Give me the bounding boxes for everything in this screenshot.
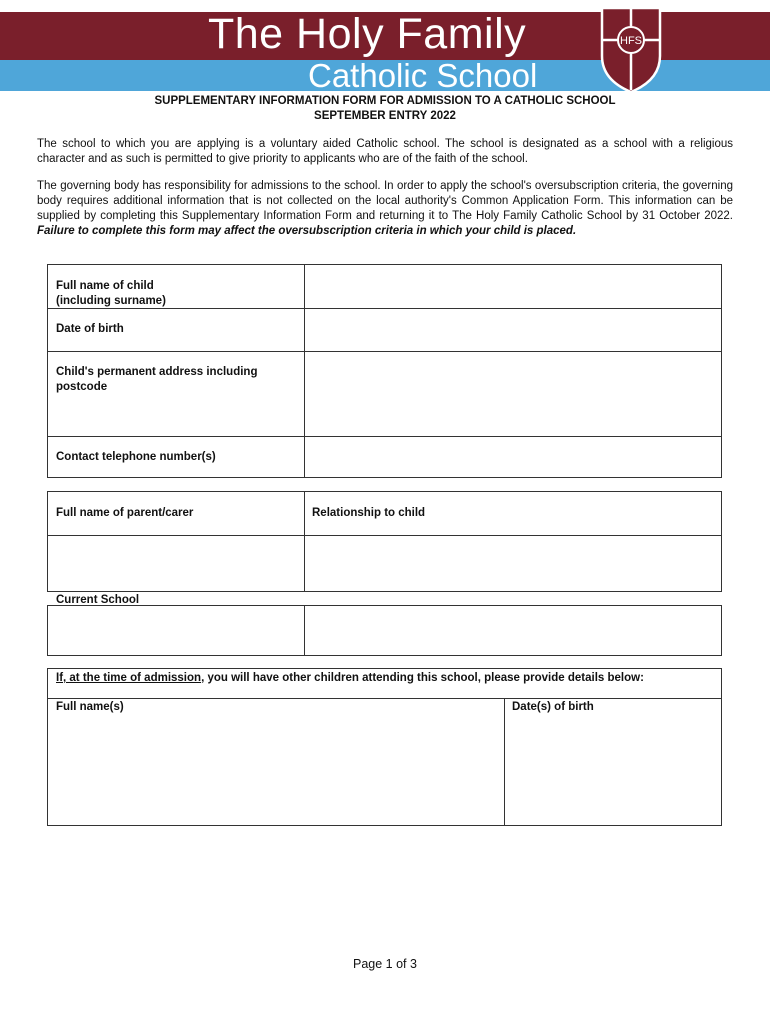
sibling-dobs-label: Date(s) of birth bbox=[512, 701, 594, 713]
school-banner bbox=[0, 0, 770, 95]
child-address-label: Child's permanent address including postcode bbox=[56, 366, 258, 393]
child-name-label: Full name of child (including surname) bbox=[56, 280, 166, 307]
current-school-field[interactable] bbox=[305, 606, 721, 655]
parent-details-table bbox=[47, 491, 722, 592]
sibling-names-field[interactable] bbox=[48, 717, 504, 825]
page-number: Page 1 of 3 bbox=[353, 957, 417, 971]
form-subtitle: SEPTEMBER ENTRY 2022 bbox=[314, 110, 456, 122]
contact-phone-field[interactable] bbox=[305, 437, 721, 477]
parent-name-field[interactable] bbox=[48, 536, 304, 591]
siblings-instructions-underlined: If, at the time of admission bbox=[56, 672, 202, 684]
form-title: SUPPLEMENTARY INFORMATION FORM FOR ADMISSION TO A CATHOLIC SCHOOL bbox=[154, 95, 616, 107]
siblings-table bbox=[47, 668, 722, 826]
sibling-names-label: Full name(s) bbox=[56, 701, 124, 713]
child-address-field[interactable] bbox=[305, 352, 721, 436]
child-details-table bbox=[47, 264, 722, 478]
child-dob-field[interactable] bbox=[305, 309, 721, 351]
siblings-instructions bbox=[48, 657, 721, 685]
intro-paragraph-2-text: The governing body has responsibility for admissions to the school. In order to apply the school's oversubscription criteria, the governing body requires additional information that is not collected on the local authority's Common Application Form. This information can be supplied by completing this Supplementary Information Form and returning it to The Holy Family Catholic School by 31 October 2022. bbox=[37, 180, 733, 222]
relationship-label: Relationship to child bbox=[312, 507, 426, 519]
school-crest-icon bbox=[596, 4, 666, 94]
parent-name-label: Full name of parent/carer bbox=[56, 507, 194, 519]
current-school-label: Current School bbox=[56, 594, 140, 606]
intro-paragraph-1: The school to which you are applying is a voluntary aided Catholic school. The school is designated as a school with a religious character and as such is permitted to give priority to applicants who are of the faith of the school. bbox=[37, 138, 733, 165]
child-name-field[interactable] bbox=[305, 265, 721, 308]
siblings-instructions-rest: , you will have other children attending this school, please provide details below: bbox=[201, 672, 644, 684]
current-school-table bbox=[47, 594, 722, 656]
school-name: The Holy Family bbox=[208, 10, 527, 58]
intro-paragraph-2-emphasis: Failure to complete this form may affect the oversubscription criteria in which your child is placed. bbox=[37, 225, 577, 237]
sibling-dobs-field[interactable] bbox=[505, 717, 721, 825]
crest-text: HFS bbox=[620, 35, 642, 47]
relationship-field[interactable] bbox=[305, 536, 721, 591]
school-subname: Catholic School bbox=[308, 57, 538, 94]
child-dob-label: Date of birth bbox=[56, 323, 124, 335]
intro-paragraph-2 bbox=[37, 179, 733, 239]
contact-phone-label: Contact telephone number(s) bbox=[56, 451, 216, 463]
